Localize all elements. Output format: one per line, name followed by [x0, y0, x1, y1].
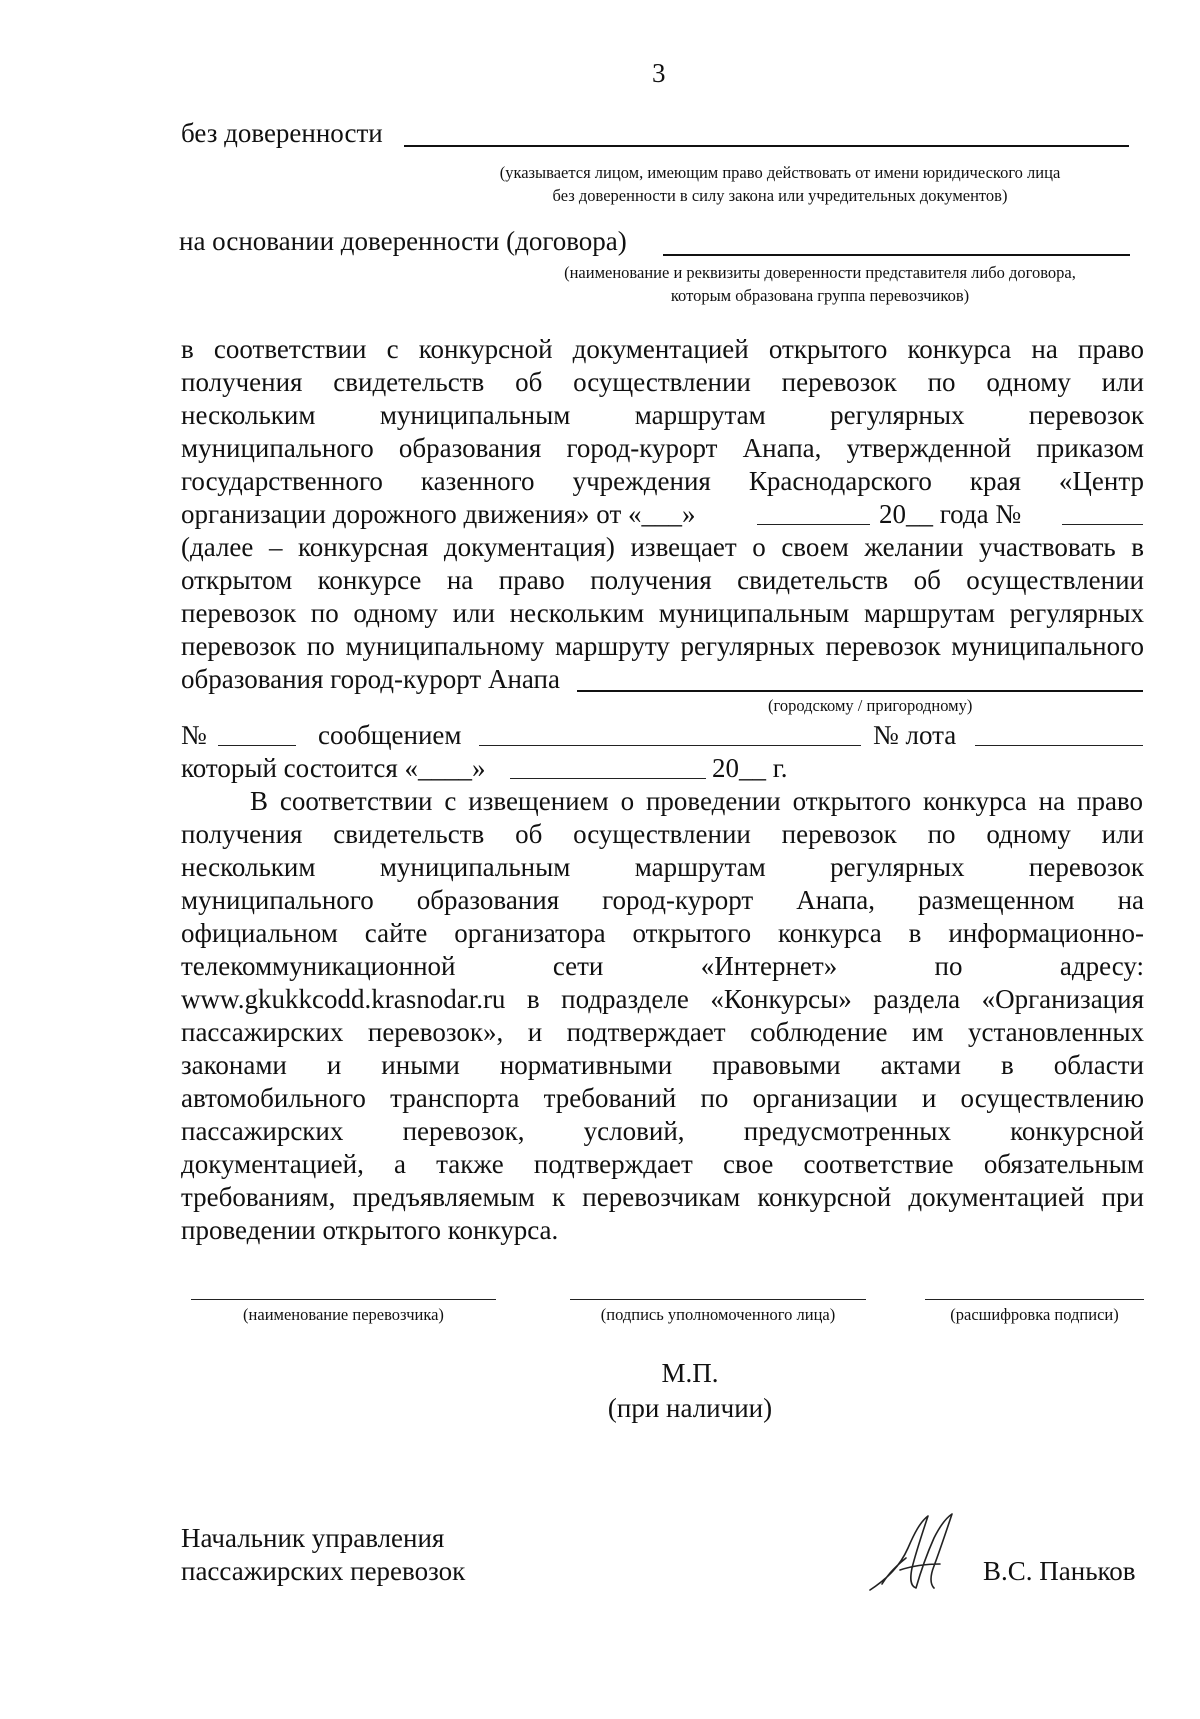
poa-label: на основании доверенности (договора) [179, 226, 627, 256]
paragraph2-line: законами и иными нормативными правовыми актами в области [181, 1050, 1144, 1080]
paragraph1-line: нескольким муниципальным маршрутам регулярных перевозок [181, 400, 1144, 430]
route-type-note: (городскому / пригородному) [768, 696, 973, 715]
held-date-text: который состоится «____» [181, 753, 486, 783]
without-poa-note-2: без доверенности в силу закона или учредительных документов) [552, 186, 1008, 205]
signature-caption: (подпись уполномоченного лица) [600, 1305, 836, 1324]
paragraph1-line: в соответствии с конкурсной документацией открытого конкурса на право [181, 334, 1144, 364]
page-number: 3 [652, 58, 666, 88]
paragraph1-line: перевозок по муниципальному маршруту регулярных перевозок муниципального [181, 631, 1144, 661]
position-line-2: пассажирских перевозок [181, 1556, 466, 1586]
without-poa-note-1: (указывается лицом, имеющим право действовать от имени юридического лица [499, 163, 1061, 182]
order-month-blank [757, 524, 870, 525]
paragraph1-line: государственного казенного учреждения Краснодарского края «Центр [181, 466, 1144, 496]
order-number-blank [1062, 524, 1143, 525]
paragraph2-line: документацией, а также подтверждает свое соответствие обязательным [181, 1149, 1144, 1179]
paragraph2-line: муниципального образования город-курорт Анапа, размещенном на [181, 885, 1144, 915]
lot-label: № лота [873, 720, 957, 750]
decoding-line [925, 1299, 1144, 1300]
seal-note: (при наличии) [607, 1393, 773, 1423]
poa-blank [663, 254, 1130, 256]
paragraph2-first-line: В соответствии с извещением о проведении открытого конкурса на право [250, 786, 1143, 816]
without-poa-label: без доверенности [181, 118, 383, 148]
order-date-text: организации дорожного движения» от «___» [181, 499, 696, 529]
lot-blank [975, 745, 1143, 746]
paragraph1-line: получения свидетельств об осуществлении перевозок по одному или [181, 367, 1144, 397]
paragraph2-line: пассажирских перевозок», и подтверждает соблюдение им установленных [181, 1017, 1144, 1047]
paragraph2-line: получения свидетельств об осуществлении перевозок по одному или [181, 819, 1144, 849]
poa-note-1: (наименование и реквизиты доверенности представителя либо договора, [564, 263, 1076, 282]
held-year-text: 20__ г. [712, 753, 788, 783]
paragraph1-line: муниципального образования город-курорт Анапа, утвержденной приказом [181, 433, 1144, 463]
paragraph1-line: перевозок по одному или нескольким муниципальным маршрутам регулярных [181, 598, 1144, 628]
paragraph1-line: образования город-курорт Анапа [181, 664, 560, 694]
paragraph2-line: www.gkukkcodd.krasnodar.ru в подразделе «Конкурсы» раздела «Организация [181, 984, 1144, 1014]
paragraph2-line: телекоммуникационной сети «Интернет» по адресу: [181, 951, 1144, 981]
signature-line [570, 1299, 866, 1300]
decoding-caption: (расшифровка подписи) [950, 1305, 1119, 1324]
without-poa-blank [404, 145, 1129, 147]
held-month-blank [510, 778, 706, 779]
paragraph2-last-line: проведении открытого конкурса. [181, 1215, 559, 1245]
order-year-number-text: 20__ года № [879, 499, 1022, 529]
handwritten-signature [860, 1508, 970, 1598]
paragraph2-line: официальном сайте организатора открытого конкурса в информационно- [181, 918, 1144, 948]
paragraph1-line: (далее – конкурсная документация) извещает о своем желании участвовать в [181, 532, 1144, 562]
paragraph2-line: пассажирских перевозок, условий, предусмотренных конкурсной [181, 1116, 1144, 1146]
message-blank [479, 745, 861, 746]
carrier-name-line [191, 1299, 496, 1300]
poa-note-2: которым образована группа перевозчиков) [670, 286, 970, 305]
number-sign: № [181, 720, 207, 750]
seal-label: М.П. [661, 1358, 719, 1388]
position-line-1: Начальник управления [181, 1523, 445, 1553]
paragraph1-line: открытом конкурсе на право получения свидетельств об осуществлении [181, 565, 1144, 595]
paragraph2-line: автомобильного транспорта требований по организации и осуществлению [181, 1083, 1144, 1113]
message-label: сообщением [318, 720, 462, 750]
carrier-name-caption: (наименование перевозчика) [243, 1305, 444, 1324]
route-type-blank [577, 690, 1143, 692]
paragraph2-line: нескольким муниципальным маршрутам регулярных перевозок [181, 852, 1144, 882]
paragraph2-line: требованиям, предъявляемым к перевозчикам конкурсной документацией при [181, 1182, 1144, 1212]
number-blank [218, 745, 296, 746]
signatory-name: В.С. Паньков [983, 1556, 1136, 1586]
